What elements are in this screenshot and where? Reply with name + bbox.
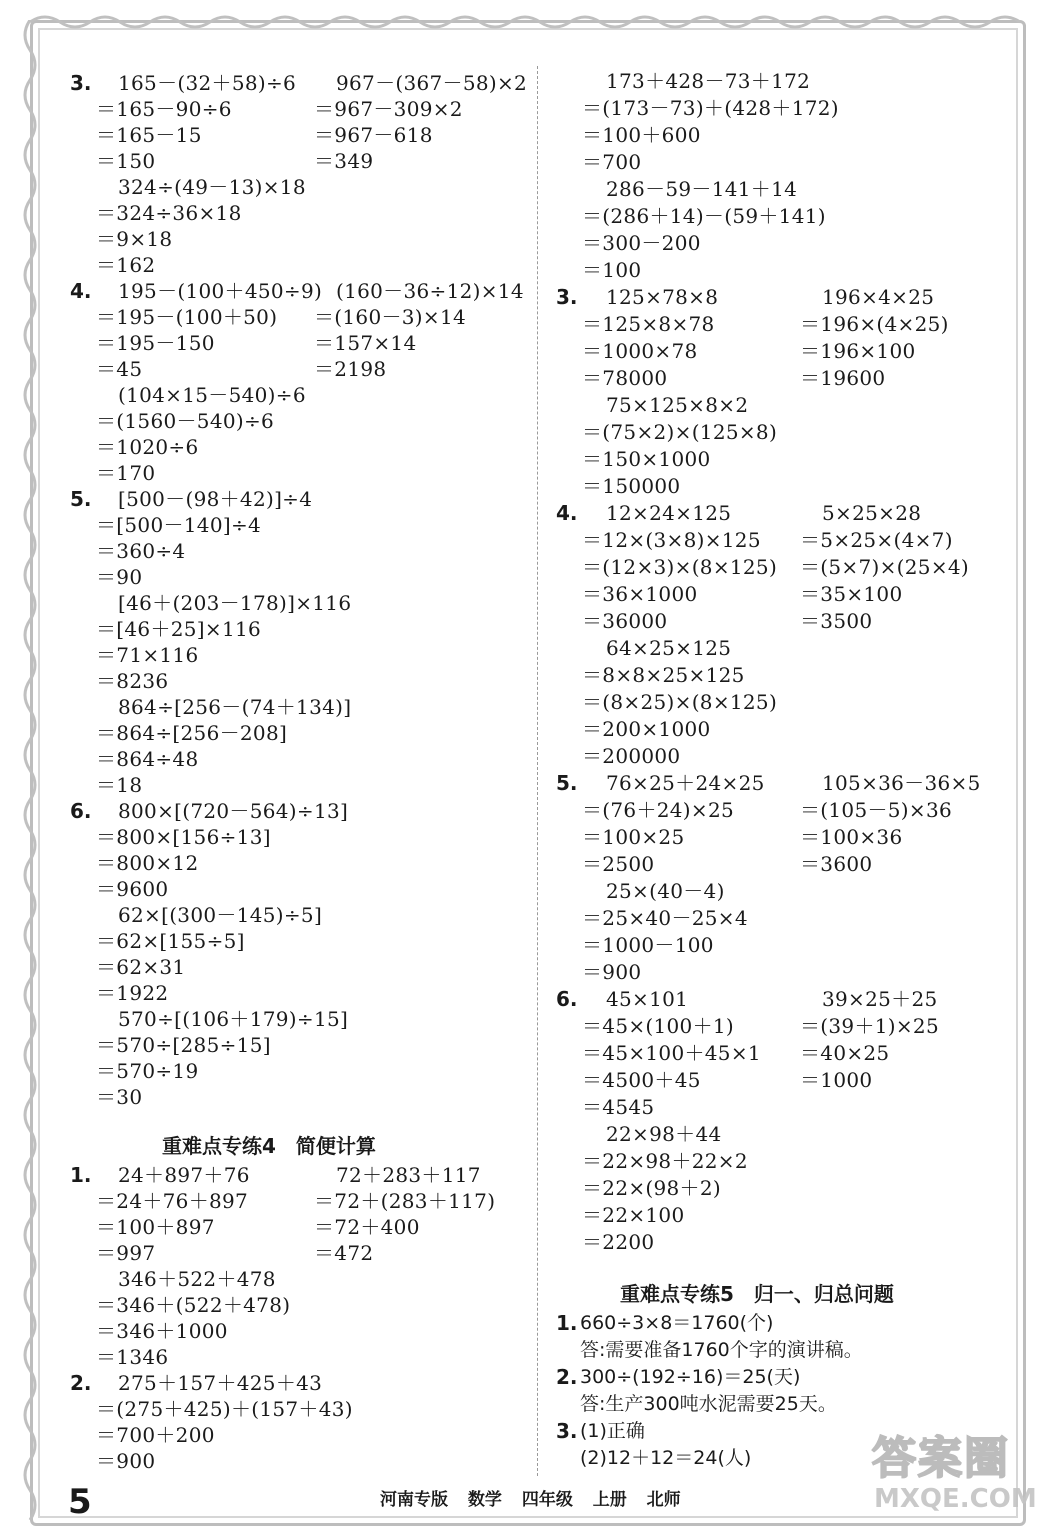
calc-line: (160－36÷12)×14 (336, 279, 524, 303)
calc-line: ＝800×[156÷13] (96, 825, 271, 849)
calc-line: ＝(75×2)×(125×8) (582, 420, 778, 444)
calc-line: 196×4×25 (822, 285, 935, 309)
calc-line: ＝200000 (582, 744, 681, 768)
watermark-logo (866, 1412, 1037, 1522)
question-number: 5. (70, 487, 92, 511)
question-number: 2. (556, 1365, 578, 1389)
calc-line: 125×78×8 (606, 285, 719, 309)
calc-line: 64×25×125 (606, 636, 732, 660)
calc-line: ＝8×8×25×125 (582, 663, 745, 687)
calc-line: 25×(40－4) (606, 879, 725, 903)
calc-line: ＝18 (96, 773, 143, 797)
calc-line: ＝1922 (96, 981, 169, 1005)
calc-line: ＝3600 (800, 852, 873, 876)
calc-line: ＝196×(4×25) (800, 312, 949, 336)
section-title: 重难点专练5 归一、归总问题 (620, 1282, 894, 1306)
calc-line: ＝570÷[285÷15] (96, 1033, 271, 1057)
calc-line: ＝1000 (800, 1068, 873, 1092)
question-number: 6. (556, 987, 578, 1011)
calc-line: ＝157×14 (314, 331, 417, 355)
calc-line: ＝(105－5)×36 (800, 798, 953, 822)
calc-line: 5×25×28 (822, 501, 922, 525)
calc-line: ＝165－15 (96, 123, 202, 147)
question-number: 6. (70, 799, 92, 823)
answer-line: 答:需要准备1760个字的演讲稿。 (580, 1339, 863, 1361)
answer-line: (2)12＋12＝24(人) (580, 1447, 752, 1469)
calc-line: ＝62×31 (96, 955, 186, 979)
question-number: 5. (556, 771, 578, 795)
calc-line: ＝40×25 (800, 1041, 890, 1065)
question-number: 2. (70, 1371, 92, 1395)
answer-line: (1)正确 (580, 1420, 645, 1442)
calc-line: ＝1020÷6 (96, 435, 199, 459)
calc-line: ＝125×8×78 (582, 312, 715, 336)
calc-line: ＝78000 (582, 366, 668, 390)
calc-line: ＝(12×3)×(8×125) (582, 555, 778, 579)
calc-line: 12×24×125 (606, 501, 732, 525)
calc-line: ＝700 (582, 150, 642, 174)
calc-line: ＝472 (314, 1241, 374, 1265)
calc-line: ＝800×12 (96, 851, 199, 875)
calc-line: ＝4545 (582, 1095, 655, 1119)
calc-line: 286－59－141＋14 (606, 177, 798, 201)
calc-line: ＝2198 (314, 357, 387, 381)
book-info: 河南专版 数学 四年级 上册 北师 (380, 1490, 681, 1510)
calc-line: ＝900 (96, 1449, 156, 1473)
page-number: 5 (68, 1482, 92, 1522)
calc-line: [500－(98＋42)]÷4 (118, 487, 313, 511)
calc-line: ＝100＋897 (96, 1215, 215, 1239)
calc-line: ＝9600 (96, 877, 169, 901)
calc-line: ＝3500 (800, 609, 873, 633)
calc-line: 864÷[256－(74＋134)] (118, 695, 352, 719)
calc-line: ＝300－200 (582, 231, 701, 255)
calc-line: ＝967－309×2 (314, 97, 463, 121)
section-title: 重难点专练4 简便计算 (162, 1134, 376, 1158)
question-number: 1. (70, 1163, 92, 1187)
calc-line: ＝(160－3)×14 (314, 305, 467, 329)
column-divider (537, 66, 539, 1476)
calc-line: 165－(32＋58)÷6 (118, 71, 297, 95)
watermark-logo-text: 答案圈 (872, 1433, 1010, 1484)
calc-line: ＝100 (582, 258, 642, 282)
calc-line: ＝150×1000 (582, 447, 711, 471)
calc-line: 22×98＋44 (606, 1122, 722, 1146)
calc-line: ＝170 (96, 461, 156, 485)
calc-line: ＝1000－100 (582, 933, 714, 957)
calc-line: 324÷(49－13)×18 (118, 175, 306, 199)
calc-line: ＝45 (96, 357, 143, 381)
calc-line: ＝71×116 (96, 643, 199, 667)
calc-line: ＝72＋(283＋117) (314, 1189, 496, 1213)
calc-line: ＝19600 (800, 366, 886, 390)
calc-line: ＝150000 (582, 474, 681, 498)
calc-line: ＝997 (96, 1241, 156, 1265)
question-number: 3. (556, 1419, 578, 1443)
calc-line: ＝4500＋45 (582, 1068, 701, 1092)
calc-line: ＝45×(100＋1) (582, 1014, 735, 1038)
calc-line: ＝62×[155÷5] (96, 929, 245, 953)
calc-line: ＝100×25 (582, 825, 685, 849)
calc-line: 800×[(720－564)÷13] (118, 799, 349, 823)
calc-line: ＝1000×78 (582, 339, 698, 363)
calc-line: ＝195－(100＋50) (96, 305, 278, 329)
calc-line: 39×25＋25 (822, 987, 938, 1011)
calc-line: ＝35×100 (800, 582, 903, 606)
calc-line: ＝[500－140]÷4 (96, 513, 262, 537)
calc-line: ＝196×100 (800, 339, 916, 363)
question-number: 3. (556, 285, 578, 309)
calc-line: ＝150 (96, 149, 156, 173)
calc-line: ＝346＋1000 (96, 1319, 228, 1343)
calc-line: ＝(286＋14)－(59＋141) (582, 204, 826, 228)
calc-line: ＝100×36 (800, 825, 903, 849)
calc-line: ＝5×25×(4×7) (800, 528, 953, 552)
calc-line: ＝864÷[256－208] (96, 721, 288, 745)
calc-line: ＝(275＋425)＋(157＋43) (96, 1397, 353, 1421)
calc-line: ＝36000 (582, 609, 668, 633)
calc-line: ＝(173－73)＋(428＋172) (582, 96, 839, 120)
calc-line: ＝(5×7)×(25×4) (800, 555, 970, 579)
calc-line: 76×25＋24×25 (606, 771, 765, 795)
calc-line: ＝22×98＋22×2 (582, 1149, 748, 1173)
calc-line: 62×[(300－145)÷5] (118, 903, 323, 927)
calc-line: ＝195－150 (96, 331, 215, 355)
question-number: 4. (556, 501, 578, 525)
calc-line: ＝1346 (96, 1345, 169, 1369)
calc-line: ＝22×(98＋2) (582, 1176, 721, 1200)
calc-line: ＝(76＋24)×25 (582, 798, 735, 822)
calc-line: 45×101 (606, 987, 689, 1011)
calc-line: 173＋428－73＋172 (606, 69, 811, 93)
calc-line: ＝346＋(522＋478) (96, 1293, 291, 1317)
calc-line: ＝72＋400 (314, 1215, 420, 1239)
calc-line: ＝(39＋1)×25 (800, 1014, 939, 1038)
calc-line: ＝30 (96, 1085, 143, 1109)
calc-line: ＝22×100 (582, 1203, 685, 1227)
calc-line: ＝8236 (96, 669, 169, 693)
calc-line: ＝2500 (582, 852, 655, 876)
calc-line: ＝90 (96, 565, 143, 589)
calc-line: ＝9×18 (96, 227, 173, 251)
calc-line: ＝349 (314, 149, 374, 173)
calc-line: ＝100＋600 (582, 123, 701, 147)
question-number: 1. (556, 1311, 578, 1335)
calc-line: ＝324÷36×18 (96, 201, 242, 225)
calc-line: 570÷[(106＋179)÷15] (118, 1007, 349, 1031)
calc-line: ＝162 (96, 253, 156, 277)
question-number: 4. (70, 279, 92, 303)
question-number: 3. (70, 71, 92, 95)
calc-line: ＝200×1000 (582, 717, 711, 741)
calc-line: ＝12×(3×8)×125 (582, 528, 761, 552)
calc-line: ＝700＋200 (96, 1423, 215, 1447)
calc-line: [46＋(203－178)]×116 (118, 591, 352, 615)
watermark-url: MXQE.COM (874, 1484, 1037, 1514)
answer-line: 300÷(192÷16)＝25(天) (580, 1366, 801, 1388)
calc-line: ＝[46＋25]×116 (96, 617, 262, 641)
calc-line: ＝25×40－25×4 (582, 906, 748, 930)
calc-line: ＝(1560－540)÷6 (96, 409, 275, 433)
calc-line: 24＋897＋76 (118, 1163, 250, 1187)
answer-line: 660÷3×8＝1760(个) (580, 1312, 774, 1334)
calc-line: ＝2200 (582, 1230, 655, 1254)
calc-line: 346＋522＋478 (118, 1267, 276, 1291)
calc-line: (104×15－540)÷6 (118, 383, 306, 407)
calc-line: 72＋283＋117 (336, 1163, 481, 1187)
calc-line: ＝24＋76＋897 (96, 1189, 249, 1213)
calc-line: ＝570÷19 (96, 1059, 199, 1083)
calc-line: ＝900 (582, 960, 642, 984)
calc-line: 195－(100＋450÷9) (118, 279, 323, 303)
calc-line: 105×36－36×5 (822, 771, 981, 795)
calc-line: 75×125×8×2 (606, 393, 749, 417)
answer-line: 答:生产300吨水泥需要25天。 (580, 1393, 837, 1415)
calc-line: 275＋157＋425＋43 (118, 1371, 323, 1395)
calc-line: ＝36×1000 (582, 582, 698, 606)
calc-line: ＝(8×25)×(8×125) (582, 690, 778, 714)
calc-line: ＝967－618 (314, 123, 433, 147)
calc-line: 967－(367－58)×2 (336, 71, 528, 95)
calc-line: ＝165－90÷6 (96, 97, 232, 121)
calc-line: ＝45×100＋45×1 (582, 1041, 761, 1065)
calc-line: ＝864÷48 (96, 747, 199, 771)
calc-line: ＝360÷4 (96, 539, 186, 563)
